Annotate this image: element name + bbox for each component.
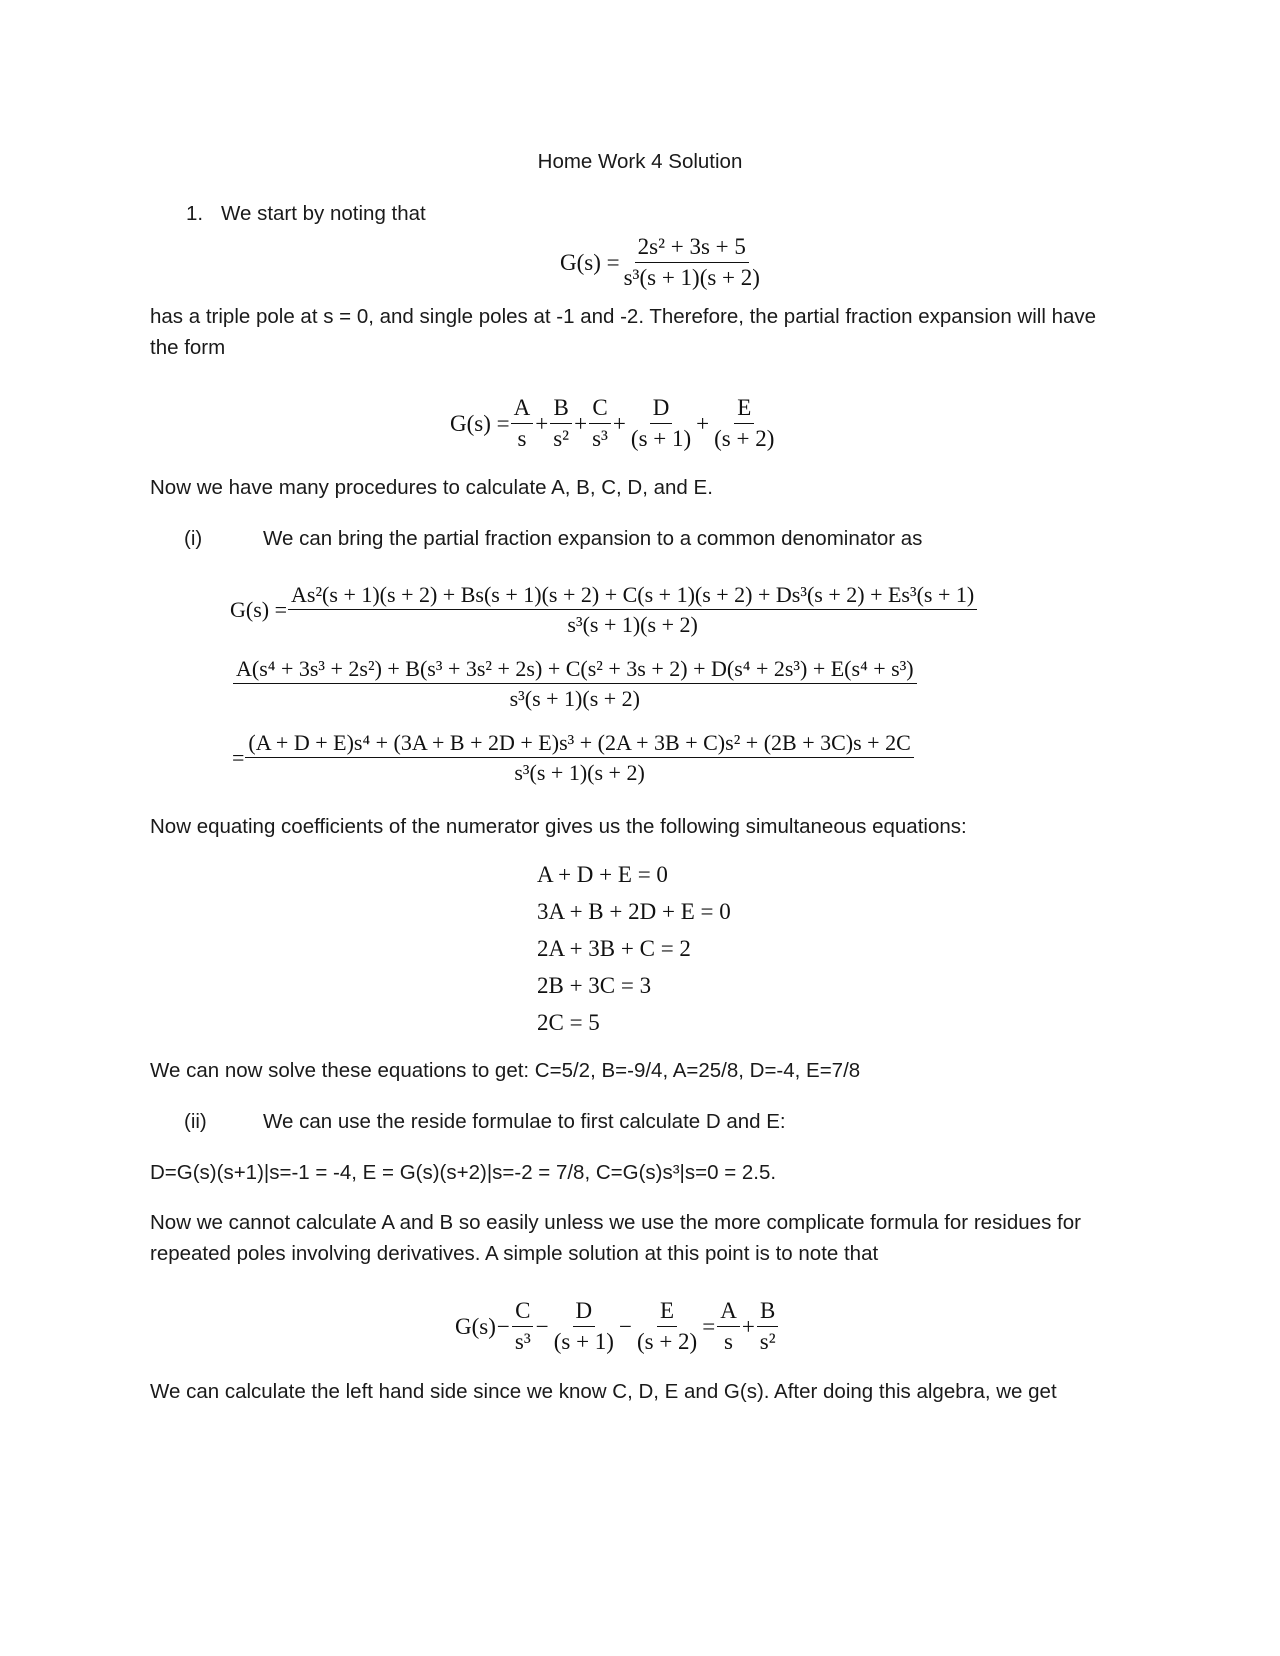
paragraph-line: Now we have many procedures to calculate A, B, C, D, and E. bbox=[150, 476, 713, 499]
numerator: A bbox=[717, 1298, 740, 1327]
numerator: E bbox=[657, 1298, 677, 1327]
numerator: A(s⁴ + 3s³ + 2s²) + B(s³ + 3s² + 2s) + C(s² + 3s + 2) + D(s⁴ + 2s³) + E(s⁴ + s³) bbox=[233, 656, 917, 684]
operator: + bbox=[741, 1313, 755, 1339]
equation-common-denominator-3 bbox=[232, 730, 915, 786]
equation-common-denominator-1 bbox=[230, 582, 978, 638]
numerator: C bbox=[589, 395, 610, 424]
equals-sign: = bbox=[702, 1313, 716, 1339]
numerator: C bbox=[512, 1298, 533, 1327]
paragraph-line: We can calculate the left hand side since we know C, D, E and G(s). After doing this algebra, we get bbox=[150, 1380, 1057, 1403]
eq-lhs: G(s) = bbox=[450, 410, 510, 436]
numerator: D bbox=[573, 1298, 596, 1327]
sub-item-text: We can bring the partial fraction expansion to a common denominator as bbox=[263, 527, 923, 550]
operator: + bbox=[535, 410, 549, 436]
numerator: E bbox=[734, 395, 754, 424]
paragraph-line: We can now solve these equations to get: C=5/2, B=-9/4, A=25/8, D=-4, E=7/8 bbox=[150, 1059, 861, 1082]
term-fraction bbox=[757, 1298, 779, 1356]
paragraph-line: the form bbox=[150, 336, 226, 359]
operator: − bbox=[618, 1313, 632, 1339]
operator: − bbox=[535, 1313, 549, 1339]
equation-system-line: 2B + 3C = 3 bbox=[537, 973, 652, 998]
equals-sign: = bbox=[232, 744, 245, 770]
eq-lhs: G(s) = bbox=[230, 596, 288, 622]
denominator: s³ bbox=[592, 426, 608, 452]
equation-system-line: A + D + E = 0 bbox=[537, 862, 668, 887]
numerator: B bbox=[550, 395, 571, 424]
sub-item-label: (ii) bbox=[184, 1110, 207, 1133]
denominator: s bbox=[724, 1329, 733, 1355]
term-fraction bbox=[511, 395, 534, 453]
residues-line: D=G(s)(s+1)|s=-1 = -4, E = G(s)(s+2)|s=-2 = 7/8, C=G(s)s³|s=0 = 2.5. bbox=[150, 1161, 777, 1184]
denominator: s bbox=[517, 426, 527, 452]
denominator: s³ bbox=[514, 1329, 531, 1355]
fraction bbox=[245, 730, 913, 786]
paragraph-line: Now we cannot calculate A and B so easily unless we use the more complicate formula for residues for bbox=[150, 1211, 1081, 1234]
denominator: (s + 2) bbox=[636, 1329, 698, 1355]
term-fraction bbox=[717, 1298, 740, 1356]
denominator: s² bbox=[553, 426, 570, 452]
eq-lhs: G(s) bbox=[455, 1313, 496, 1339]
equation-g-of-s bbox=[560, 234, 764, 292]
numerator: As²(s + 1)(s + 2) + Bs(s + 1)(s + 2) + C(s + 1)(s + 2) + Ds³(s + 2) + Es³(s + 1) bbox=[288, 582, 977, 610]
item-intro-text: We start by noting that bbox=[221, 202, 426, 225]
equation-system-line: 2C = 5 bbox=[537, 1010, 600, 1035]
list-number: 1. bbox=[186, 202, 204, 225]
sub-item-text: We can use the reside formulae to first calculate D and E: bbox=[263, 1110, 786, 1133]
operator: + bbox=[574, 410, 588, 436]
denominator: (s + 1) bbox=[553, 1329, 614, 1355]
paragraph-line: repeated poles involving derivatives. A simple solution at this point is to note that bbox=[150, 1242, 879, 1265]
term-fraction bbox=[634, 1298, 700, 1356]
term-fraction bbox=[628, 395, 694, 453]
fraction bbox=[288, 582, 977, 638]
term-fraction bbox=[711, 395, 777, 453]
equation-system-line: 3A + B + 2D + E = 0 bbox=[537, 899, 731, 924]
numerator: B bbox=[757, 1298, 778, 1327]
operator: + bbox=[696, 410, 710, 436]
denominator: s³(s + 1)(s + 2) bbox=[514, 760, 645, 786]
fraction bbox=[621, 234, 763, 292]
denominator: (s + 2) bbox=[714, 426, 775, 452]
denominator: s³(s + 1)(s + 2) bbox=[623, 265, 760, 291]
paragraph-line: Now equating coefficients of the numerator gives us the following simultaneous equations: bbox=[150, 815, 967, 838]
page-title: Home Work 4 Solution bbox=[537, 150, 743, 173]
denominator: (s + 1) bbox=[630, 426, 692, 452]
term-fraction bbox=[512, 1298, 534, 1356]
term-fraction bbox=[551, 1298, 617, 1356]
fraction bbox=[233, 656, 917, 712]
denominator: s³(s + 1)(s + 2) bbox=[567, 612, 698, 638]
denominator: s³(s + 1)(s + 2) bbox=[509, 686, 641, 712]
numerator: (A + D + E)s⁴ + (3A + B + 2D + E)s³ + (2A + 3B + C)s² + (2B + 3C)s + 2C bbox=[245, 730, 913, 758]
numerator: 2s² + 3s + 5 bbox=[635, 234, 749, 263]
equation-system-line: 2A + 3B + C = 2 bbox=[537, 936, 691, 961]
equation-partial-fraction bbox=[450, 395, 778, 453]
sub-item-label: (i) bbox=[184, 527, 203, 550]
paragraph-line: has a triple pole at s = 0, and single poles at -1 and -2. Therefore, the partial fraction expansion will have bbox=[150, 305, 1097, 328]
term-fraction bbox=[589, 395, 611, 453]
operator: + bbox=[612, 410, 626, 436]
eq-lhs: G(s) = bbox=[560, 249, 620, 275]
denominator: s² bbox=[759, 1329, 776, 1355]
numerator: A bbox=[511, 395, 534, 424]
term-fraction bbox=[550, 395, 572, 453]
equation-remainder bbox=[455, 1298, 780, 1356]
numerator: D bbox=[650, 395, 673, 424]
operator: − bbox=[496, 1313, 510, 1339]
equation-common-denominator-2 bbox=[232, 656, 918, 712]
